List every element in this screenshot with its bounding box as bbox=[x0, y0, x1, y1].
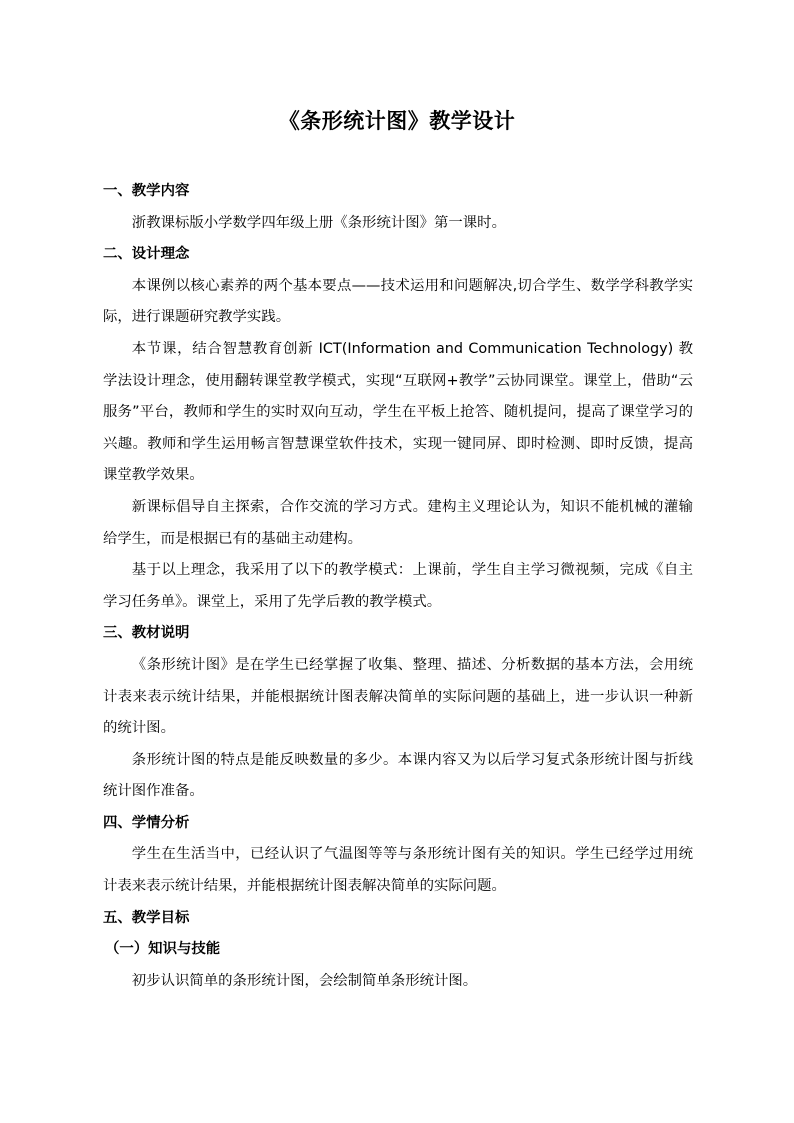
paragraph: 浙教课标版小学数学四年级上册《条形统计图》第一课时。 bbox=[131, 214, 506, 231]
document-body bbox=[103, 176, 693, 997]
paragraph: 新课标倡导自主探索，合作交流的学习方式。建构主义理论认为，知识不能机械的灌输给学生，而是根据已有的基础主动建构。 bbox=[103, 498, 693, 547]
paragraph: 学生在生活当中，已经认识了气温图等等与条形统计图有关的知识。学生已经学过用统计表来表示统计结果，并能根据统计图表解决简单的实际问题。 bbox=[103, 846, 693, 895]
paragraph: 基于以上理念，我采用了以下的教学模式：上课前，学生自主学习微视频，完成《自主学习任务单》。课堂上，采用了先学后教的教学模式。 bbox=[103, 562, 693, 610]
document-title: 《条形统计图》教学设计 bbox=[278, 109, 516, 133]
section-heading: 一、教学内容 bbox=[103, 183, 190, 199]
paragraph: 本课例以核心素养的两个基本要点——技术运用和问题解决,切合学生、数学学科教学实际，进行课题研究教学实践。 bbox=[103, 277, 693, 326]
section-heading: 四、学情分析 bbox=[103, 814, 190, 831]
section-teaching-content bbox=[103, 176, 693, 239]
section-heading: 二、设计理念 bbox=[103, 246, 190, 263]
subsection-heading: （一）知识与技能 bbox=[105, 941, 221, 958]
paragraph: 本节课，结合智慧教育创新 ICT(Information and Communication Technology) 教学法设计理念，使用翻转课堂教学模式，实现“互联网+教学”云协同课堂。课堂上，借助“云服务”平台，教师和学生的实时双向互动，学生在平板上抢答、随机提问，提高了课堂学习的兴趣。教师和学生运用畅言智慧课堂软件技术，实现一键同屏、即时检测、即时反馈，提高课堂教学效果。 bbox=[103, 340, 693, 484]
section-learner-analysis bbox=[103, 808, 693, 903]
section-heading: 三、教材说明 bbox=[103, 625, 190, 642]
section-design-concept bbox=[103, 239, 693, 618]
paragraph: 条形统计图的特点是能反映数量的多少。本课内容又为以后学习复式条形统计图与折线统计图作准备。 bbox=[103, 751, 693, 800]
section-heading: 五、教学目标 bbox=[103, 909, 190, 926]
paragraph: 初步认识简单的条形统计图，会绘制简单条形统计图。 bbox=[131, 972, 478, 989]
section-material-description bbox=[103, 618, 693, 808]
paragraph: 《条形统计图》是在学生已经掌握了收集、整理、描述、分析数据的基本方法，会用统计表来表示统计结果，并能根据统计图表解决简单的实际问题的基础上，进一步认识一种新的统计图。 bbox=[103, 656, 693, 737]
section-teaching-objectives bbox=[103, 903, 693, 998]
